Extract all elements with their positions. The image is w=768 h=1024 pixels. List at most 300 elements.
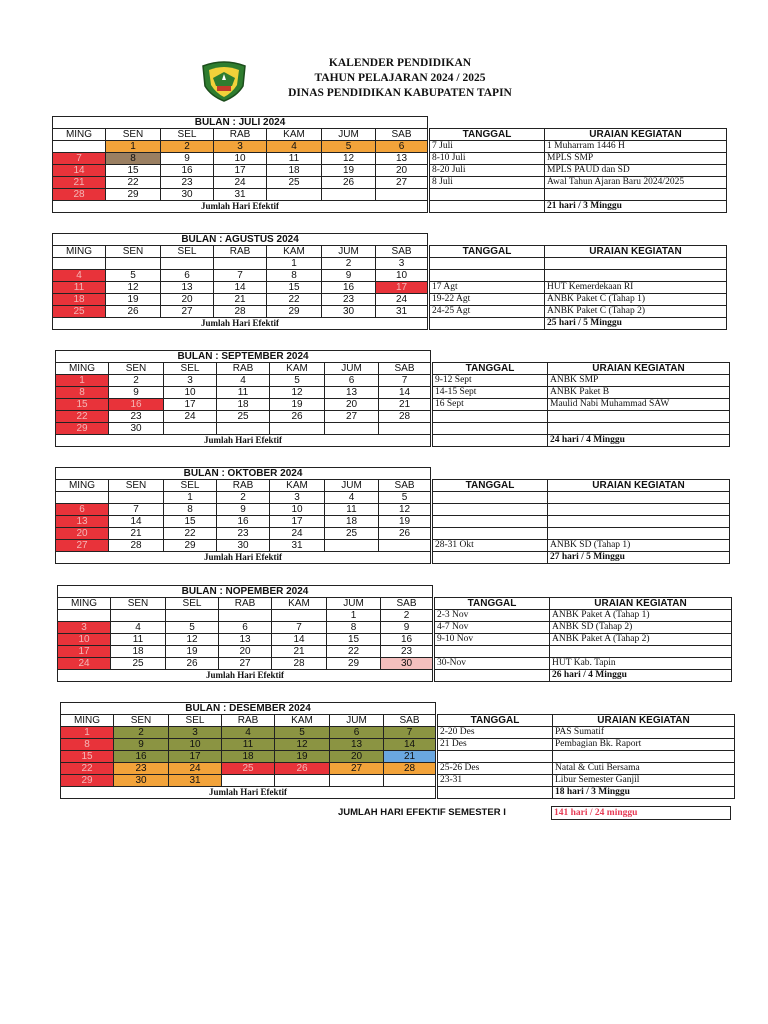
activity-description xyxy=(553,751,735,763)
day-cell xyxy=(330,775,384,787)
month-title: BULAN : DESEMBER 2024 xyxy=(61,703,436,715)
day-cell: 17 xyxy=(376,282,428,294)
day-cell: 16 xyxy=(217,516,270,528)
weekday-header: JUM xyxy=(322,129,376,141)
activity-date xyxy=(435,646,550,658)
activity-date: 14-15 Sept xyxy=(433,387,548,399)
day-cell: 29 xyxy=(56,423,109,435)
day-cell: 23 xyxy=(217,528,270,540)
day-cell: 1 xyxy=(106,141,161,153)
day-cell: 7 xyxy=(53,153,106,165)
month-title: BULAN : AGUSTUS 2024 xyxy=(53,234,428,246)
day-cell: 10 xyxy=(376,270,428,282)
day-cell: 6 xyxy=(219,622,272,634)
month-activities xyxy=(434,597,732,682)
weekday-header: SEL xyxy=(166,598,219,610)
day-cell xyxy=(384,775,436,787)
weekday-header: RAB xyxy=(214,246,267,258)
activity-description: MPLS PAUD dan SD xyxy=(545,165,727,177)
month-calendar xyxy=(60,702,436,799)
activity-date: 9-12 Sept xyxy=(433,375,548,387)
day-cell xyxy=(106,258,161,270)
activity-description xyxy=(548,423,730,435)
day-cell: 27 xyxy=(330,763,384,775)
day-cell: 13 xyxy=(325,387,379,399)
activity-description xyxy=(550,646,732,658)
day-cell xyxy=(58,610,111,622)
day-cell: 14 xyxy=(53,165,106,177)
activity-description: ANBK Paket C (Tahap 2) xyxy=(545,306,727,318)
month-effective-summary: 25 hari / 5 Minggu xyxy=(545,318,727,330)
day-cell: 28 xyxy=(109,540,164,552)
month-title: BULAN : NOPEMBER 2024 xyxy=(58,586,433,598)
weekday-header: SEN xyxy=(106,129,161,141)
day-cell: 24 xyxy=(376,294,428,306)
activity-date: 19-22 Agt xyxy=(430,294,545,306)
activity-description: ANBK Paket A (Tahap 2) xyxy=(550,634,732,646)
column-header-activity: URAIAN KEGIATAN xyxy=(548,480,730,492)
day-cell: 5 xyxy=(322,141,376,153)
day-cell: 28 xyxy=(53,189,106,201)
activity-date xyxy=(433,411,548,423)
column-header-date: TANGGAL xyxy=(438,715,553,727)
day-cell: 27 xyxy=(219,658,272,670)
day-cell: 25 xyxy=(111,658,166,670)
day-cell xyxy=(214,258,267,270)
day-cell: 12 xyxy=(322,153,376,165)
month-activities xyxy=(429,128,727,213)
day-cell: 17 xyxy=(214,165,267,177)
day-cell: 15 xyxy=(327,634,381,646)
day-cell: 20 xyxy=(161,294,214,306)
day-cell: 11 xyxy=(222,739,275,751)
day-cell xyxy=(161,258,214,270)
summary-spacer xyxy=(433,435,548,447)
weekday-header: MING xyxy=(56,363,109,375)
activity-description xyxy=(548,516,730,528)
day-cell: 14 xyxy=(214,282,267,294)
day-cell: 7 xyxy=(384,727,436,739)
day-cell: 3 xyxy=(164,375,217,387)
semester-effective-label: JUMLAH HARI EFEKTIF SEMESTER I xyxy=(338,807,506,818)
activity-description: ANBK Paket C (Tahap 1) xyxy=(545,294,727,306)
day-cell: 24 xyxy=(214,177,267,189)
activity-description xyxy=(548,504,730,516)
day-cell: 31 xyxy=(270,540,325,552)
activity-date: 30-Nov xyxy=(435,658,550,670)
day-cell: 1 xyxy=(61,727,114,739)
activity-description: ANBK Paket B xyxy=(548,387,730,399)
document-header xyxy=(250,56,550,101)
day-cell: 22 xyxy=(327,646,381,658)
day-cell xyxy=(267,189,322,201)
day-cell: 10 xyxy=(58,634,111,646)
day-cell: 10 xyxy=(214,153,267,165)
day-cell: 18 xyxy=(325,516,379,528)
activity-date: 23-31 xyxy=(438,775,553,787)
day-cell: 10 xyxy=(164,387,217,399)
day-cell xyxy=(270,423,325,435)
activity-description xyxy=(548,528,730,540)
day-cell: 5 xyxy=(270,375,325,387)
day-cell: 3 xyxy=(169,727,222,739)
month-effective-summary: 27 hari / 5 Minggu xyxy=(548,552,730,564)
day-cell: 14 xyxy=(272,634,327,646)
day-cell: 30 xyxy=(114,775,169,787)
weekday-header: SEL xyxy=(161,129,214,141)
day-cell: 12 xyxy=(270,387,325,399)
day-cell xyxy=(322,189,376,201)
activity-date: 4-7 Nov xyxy=(435,622,550,634)
day-cell: 6 xyxy=(330,727,384,739)
month-effective-summary: 21 hari / 3 Minggu xyxy=(545,201,727,213)
weekday-header: SEL xyxy=(161,246,214,258)
day-cell: 4 xyxy=(111,622,166,634)
summary-spacer xyxy=(430,318,545,330)
day-cell: 12 xyxy=(166,634,219,646)
activity-date xyxy=(430,270,545,282)
day-cell: 27 xyxy=(56,540,109,552)
weekday-header: SAB xyxy=(376,246,428,258)
day-cell: 1 xyxy=(164,492,217,504)
day-cell: 27 xyxy=(161,306,214,318)
weekday-header: MING xyxy=(58,598,111,610)
month-activities xyxy=(432,362,730,447)
day-cell: 23 xyxy=(322,294,376,306)
day-cell: 26 xyxy=(322,177,376,189)
day-cell: 22 xyxy=(267,294,322,306)
day-cell: 26 xyxy=(106,306,161,318)
day-cell: 29 xyxy=(106,189,161,201)
day-cell: 9 xyxy=(322,270,376,282)
day-cell: 4 xyxy=(53,270,106,282)
effective-days-label: Jumlah Hari Efektif xyxy=(61,787,436,799)
weekday-header: JUM xyxy=(330,715,384,727)
activity-description xyxy=(545,258,727,270)
day-cell: 23 xyxy=(114,763,169,775)
day-cell: 10 xyxy=(169,739,222,751)
day-cell xyxy=(222,775,275,787)
day-cell: 10 xyxy=(270,504,325,516)
weekday-header: RAB xyxy=(217,480,270,492)
activity-date xyxy=(433,423,548,435)
day-cell: 13 xyxy=(330,739,384,751)
day-cell: 20 xyxy=(219,646,272,658)
activity-date: 17 Agt xyxy=(430,282,545,294)
day-cell: 22 xyxy=(164,528,217,540)
day-cell: 21 xyxy=(109,528,164,540)
activity-description: ANBK SD (Tahap 2) xyxy=(550,622,732,634)
column-header-activity: URAIAN KEGIATAN xyxy=(545,246,727,258)
activity-description: HUT Kemerdekaan RI xyxy=(545,282,727,294)
effective-days-label: Jumlah Hari Efektif xyxy=(53,201,428,213)
weekday-header: SEL xyxy=(169,715,222,727)
day-cell: 15 xyxy=(164,516,217,528)
day-cell: 18 xyxy=(53,294,106,306)
day-cell: 5 xyxy=(275,727,330,739)
day-cell: 18 xyxy=(217,399,270,411)
weekday-header: KAM xyxy=(267,246,322,258)
day-cell: 5 xyxy=(379,492,431,504)
day-cell: 16 xyxy=(114,751,169,763)
day-cell: 13 xyxy=(56,516,109,528)
activity-description: PAS Sumatif xyxy=(553,727,735,739)
day-cell xyxy=(379,540,431,552)
activity-description: Maulid Nabi Muhammad SAW xyxy=(548,399,730,411)
day-cell xyxy=(53,141,106,153)
day-cell: 13 xyxy=(376,153,428,165)
day-cell xyxy=(219,610,272,622)
day-cell: 13 xyxy=(219,634,272,646)
weekday-header: KAM xyxy=(267,129,322,141)
day-cell: 15 xyxy=(106,165,161,177)
day-cell: 7 xyxy=(379,375,431,387)
month-title: BULAN : SEPTEMBER 2024 xyxy=(56,351,431,363)
day-cell xyxy=(325,423,379,435)
day-cell: 30 xyxy=(322,306,376,318)
day-cell: 11 xyxy=(111,634,166,646)
activity-description: ANBK SMP xyxy=(548,375,730,387)
day-cell: 25 xyxy=(217,411,270,423)
weekday-header: SEN xyxy=(109,363,164,375)
activity-date: 2-20 Des xyxy=(438,727,553,739)
header-agency: DINAS PENDIDIKAN KABUPATEN TAPIN xyxy=(288,87,512,99)
day-cell: 27 xyxy=(376,177,428,189)
day-cell: 2 xyxy=(322,258,376,270)
column-header-date: TANGGAL xyxy=(430,129,545,141)
day-cell: 17 xyxy=(164,399,217,411)
activity-date: 7 Juli xyxy=(430,141,545,153)
month-calendar xyxy=(52,233,428,330)
day-cell: 22 xyxy=(56,411,109,423)
weekday-header: SEN xyxy=(109,480,164,492)
weekday-header: RAB xyxy=(217,363,270,375)
activity-description: ANBK SD (Tahap 1) xyxy=(548,540,730,552)
day-cell: 26 xyxy=(275,763,330,775)
day-cell: 30 xyxy=(109,423,164,435)
day-cell: 28 xyxy=(384,763,436,775)
day-cell: 31 xyxy=(169,775,222,787)
day-cell: 16 xyxy=(161,165,214,177)
column-header-activity: URAIAN KEGIATAN xyxy=(545,129,727,141)
day-cell: 31 xyxy=(214,189,267,201)
day-cell xyxy=(109,492,164,504)
day-cell: 7 xyxy=(214,270,267,282)
day-cell: 26 xyxy=(379,528,431,540)
activity-date xyxy=(430,189,545,201)
month-effective-summary: 26 hari / 4 Minggu xyxy=(550,670,732,682)
month-calendar xyxy=(52,116,428,213)
day-cell: 20 xyxy=(325,399,379,411)
weekday-header: KAM xyxy=(275,715,330,727)
activity-date: 8 Juli xyxy=(430,177,545,189)
day-cell: 28 xyxy=(214,306,267,318)
day-cell: 3 xyxy=(58,622,111,634)
day-cell: 17 xyxy=(270,516,325,528)
month-effective-summary: 24 hari / 4 Minggu xyxy=(548,435,730,447)
day-cell: 29 xyxy=(267,306,322,318)
day-cell: 2 xyxy=(109,375,164,387)
day-cell: 8 xyxy=(56,387,109,399)
day-cell xyxy=(376,189,428,201)
header-school-year: TAHUN PELAJARAN 2024 / 2025 xyxy=(314,72,486,84)
column-header-activity: URAIAN KEGIATAN xyxy=(548,363,730,375)
day-cell: 4 xyxy=(222,727,275,739)
activity-date: 25-26 Des xyxy=(438,763,553,775)
day-cell: 19 xyxy=(270,399,325,411)
month-title: BULAN : OKTOBER 2024 xyxy=(56,468,431,480)
day-cell: 8 xyxy=(327,622,381,634)
header-title: KALENDER PENDIDIKAN xyxy=(328,57,472,69)
day-cell: 14 xyxy=(109,516,164,528)
activity-date: 24-25 Agt xyxy=(430,306,545,318)
month-effective-summary: 18 hari / 3 Minggu xyxy=(553,787,735,799)
day-cell xyxy=(53,258,106,270)
summary-spacer xyxy=(433,552,548,564)
day-cell: 26 xyxy=(270,411,325,423)
weekday-header: KAM xyxy=(270,480,325,492)
day-cell: 15 xyxy=(61,751,114,763)
weekday-header: SEN xyxy=(114,715,169,727)
day-cell: 5 xyxy=(106,270,161,282)
day-cell: 18 xyxy=(267,165,322,177)
day-cell: 9 xyxy=(217,504,270,516)
effective-days-label: Jumlah Hari Efektif xyxy=(56,552,431,564)
day-cell: 20 xyxy=(376,165,428,177)
month-calendar xyxy=(55,467,431,564)
day-cell: 1 xyxy=(267,258,322,270)
day-cell: 23 xyxy=(109,411,164,423)
summary-spacer xyxy=(438,787,553,799)
column-header-date: TANGGAL xyxy=(433,480,548,492)
day-cell: 19 xyxy=(379,516,431,528)
activity-date xyxy=(438,751,553,763)
day-cell xyxy=(275,775,330,787)
activity-description xyxy=(548,492,730,504)
day-cell xyxy=(164,423,217,435)
weekday-header: RAB xyxy=(214,129,267,141)
weekday-header: SEL xyxy=(164,363,217,375)
weekday-header: MING xyxy=(53,129,106,141)
weekday-header: SAB xyxy=(379,480,431,492)
column-header-date: TANGGAL xyxy=(430,246,545,258)
weekday-header: SEN xyxy=(111,598,166,610)
day-cell: 25 xyxy=(267,177,322,189)
day-cell: 1 xyxy=(56,375,109,387)
day-cell: 21 xyxy=(272,646,327,658)
activity-date: 28-31 Okt xyxy=(433,540,548,552)
day-cell: 17 xyxy=(169,751,222,763)
day-cell: 2 xyxy=(114,727,169,739)
day-cell: 6 xyxy=(325,375,379,387)
effective-days-label: Jumlah Hari Efektif xyxy=(58,670,433,682)
day-cell: 5 xyxy=(166,622,219,634)
weekday-header: JUM xyxy=(322,246,376,258)
day-cell: 22 xyxy=(106,177,161,189)
weekday-header: MING xyxy=(56,480,109,492)
activity-date xyxy=(433,492,548,504)
day-cell xyxy=(166,610,219,622)
day-cell: 11 xyxy=(53,282,106,294)
activity-description: Libur Semester Ganjil xyxy=(553,775,735,787)
column-header-date: TANGGAL xyxy=(433,363,548,375)
weekday-header: KAM xyxy=(272,598,327,610)
day-cell: 1 xyxy=(327,610,381,622)
day-cell: 21 xyxy=(53,177,106,189)
activity-date xyxy=(430,258,545,270)
day-cell: 6 xyxy=(161,270,214,282)
day-cell: 24 xyxy=(270,528,325,540)
activity-description: ANBK Paket A (Tahap 1) xyxy=(550,610,732,622)
semester-effective-total: 141 hari / 24 minggu xyxy=(551,806,731,820)
month-calendar xyxy=(55,350,431,447)
activity-description: Pembagian Bk. Raport xyxy=(553,739,735,751)
day-cell: 12 xyxy=(106,282,161,294)
weekday-header: SEN xyxy=(106,246,161,258)
day-cell: 7 xyxy=(272,622,327,634)
day-cell: 6 xyxy=(376,141,428,153)
day-cell: 11 xyxy=(217,387,270,399)
activity-description xyxy=(545,270,727,282)
month-calendar xyxy=(57,585,433,682)
day-cell: 19 xyxy=(166,646,219,658)
day-cell: 12 xyxy=(275,739,330,751)
day-cell: 4 xyxy=(325,492,379,504)
day-cell: 24 xyxy=(58,658,111,670)
day-cell: 13 xyxy=(161,282,214,294)
weekday-header: JUM xyxy=(327,598,381,610)
month-activities xyxy=(432,479,730,564)
day-cell: 3 xyxy=(376,258,428,270)
activity-date xyxy=(433,528,548,540)
day-cell xyxy=(379,423,431,435)
activity-date: 9-10 Nov xyxy=(435,634,550,646)
activity-description: MPLS SMP xyxy=(545,153,727,165)
day-cell xyxy=(111,610,166,622)
day-cell: 14 xyxy=(384,739,436,751)
weekday-header: MING xyxy=(53,246,106,258)
day-cell: 30 xyxy=(217,540,270,552)
day-cell: 9 xyxy=(109,387,164,399)
month-title: BULAN : JULI 2024 xyxy=(53,117,428,129)
day-cell: 21 xyxy=(384,751,436,763)
day-cell: 21 xyxy=(214,294,267,306)
tapin-regency-logo xyxy=(199,60,249,102)
day-cell: 26 xyxy=(166,658,219,670)
day-cell: 14 xyxy=(379,387,431,399)
day-cell: 2 xyxy=(217,492,270,504)
day-cell: 9 xyxy=(381,622,433,634)
day-cell: 11 xyxy=(267,153,322,165)
day-cell: 22 xyxy=(61,763,114,775)
day-cell: 17 xyxy=(58,646,111,658)
day-cell: 8 xyxy=(61,739,114,751)
day-cell: 4 xyxy=(217,375,270,387)
day-cell: 19 xyxy=(322,165,376,177)
activity-description xyxy=(548,411,730,423)
day-cell: 9 xyxy=(114,739,169,751)
activity-description: HUT Kab. Tapin xyxy=(550,658,732,670)
day-cell: 19 xyxy=(106,294,161,306)
weekday-header: MING xyxy=(61,715,114,727)
day-cell: 30 xyxy=(381,658,433,670)
day-cell: 4 xyxy=(267,141,322,153)
day-cell: 25 xyxy=(222,763,275,775)
day-cell: 28 xyxy=(379,411,431,423)
day-cell: 20 xyxy=(330,751,384,763)
day-cell: 23 xyxy=(161,177,214,189)
month-activities xyxy=(429,245,727,330)
